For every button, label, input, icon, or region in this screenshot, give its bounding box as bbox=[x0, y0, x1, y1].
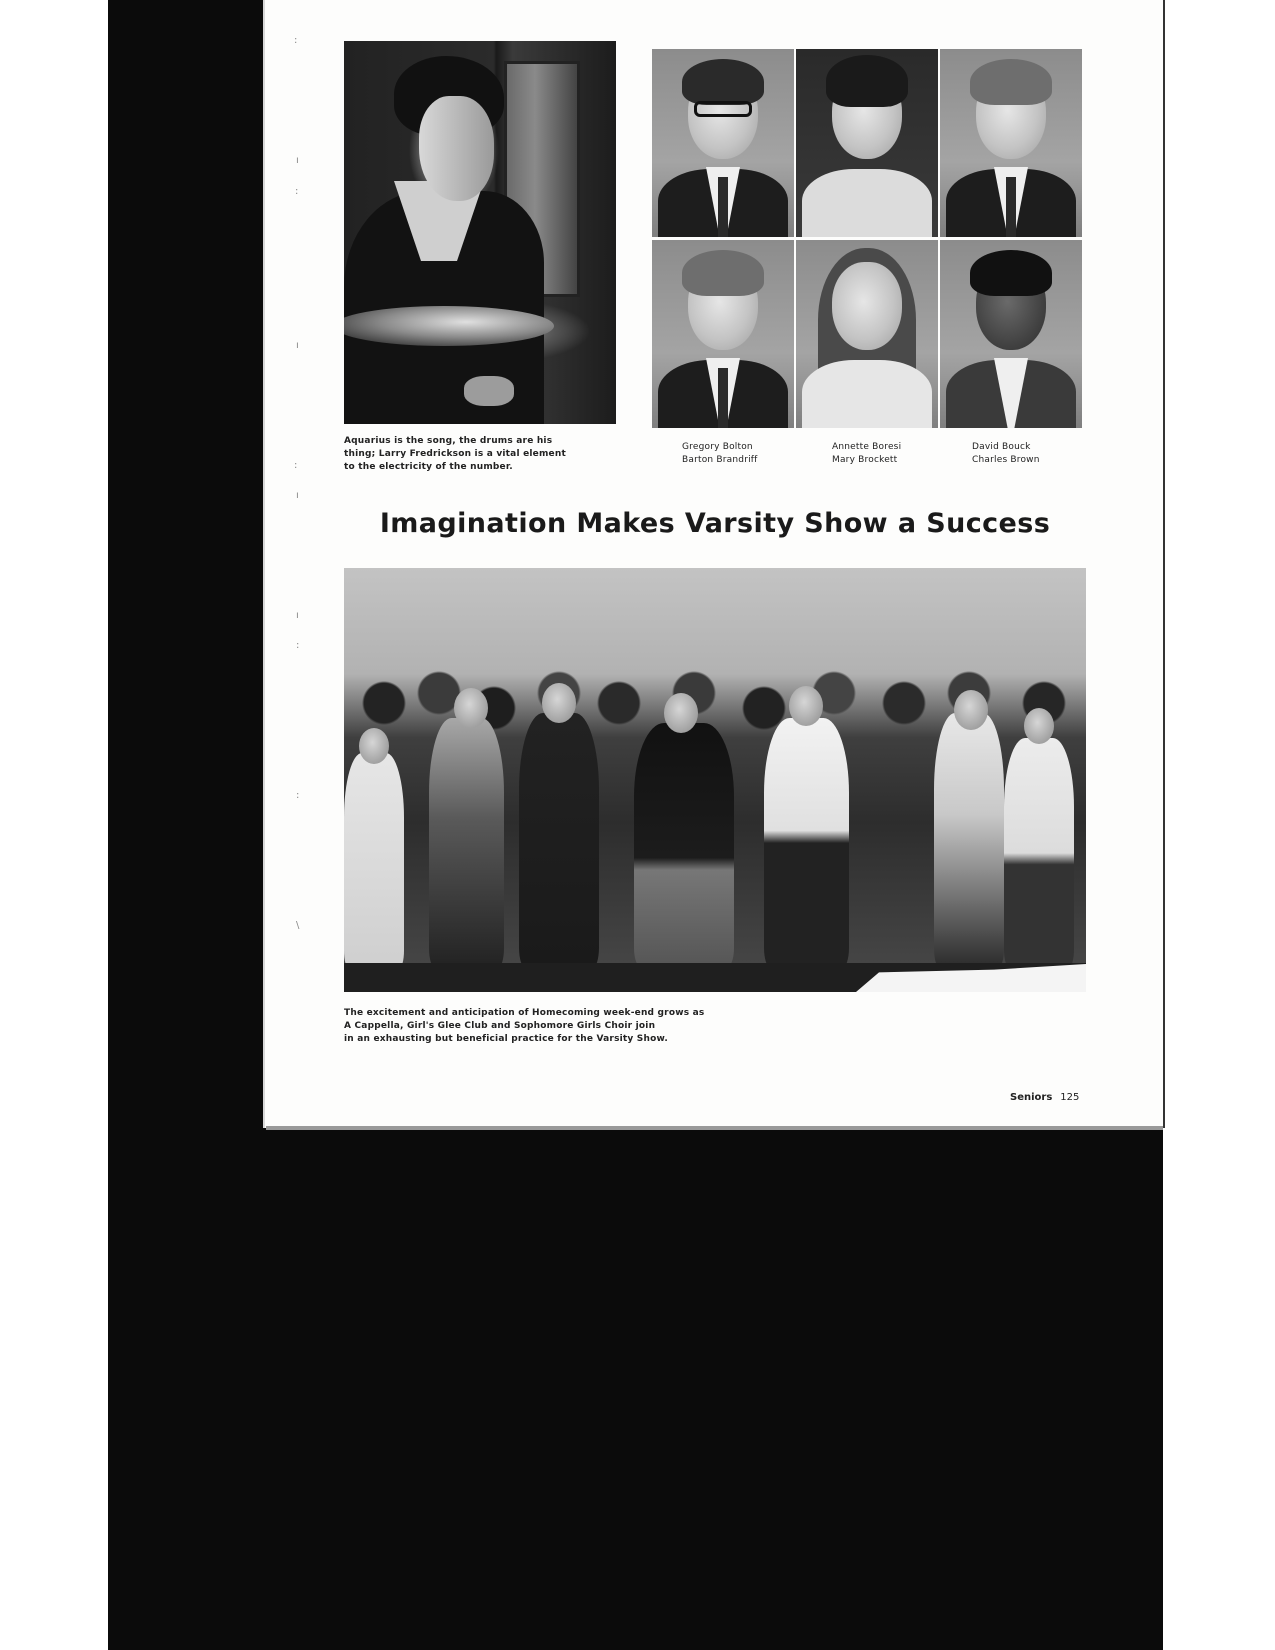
margin-mark: : bbox=[296, 640, 300, 651]
portrait-charles-brown bbox=[940, 240, 1082, 428]
photo-hand bbox=[464, 376, 514, 406]
choir-caption bbox=[344, 1007, 764, 1046]
portrait-tie bbox=[718, 177, 728, 237]
portrait-names-column-3 bbox=[972, 441, 1040, 467]
choir-face bbox=[664, 693, 698, 733]
margin-mark: \ bbox=[296, 920, 300, 931]
margin-mark: ı bbox=[296, 155, 299, 166]
photo-face bbox=[419, 96, 494, 201]
margin-mark: ı bbox=[296, 610, 299, 621]
portrait-name: Mary Brockett bbox=[832, 455, 898, 465]
portrait-hair bbox=[682, 59, 764, 105]
portrait-tie bbox=[1006, 177, 1016, 237]
portrait-david-bouck bbox=[940, 49, 1082, 237]
margin-mark: ı bbox=[296, 490, 299, 501]
portrait-barton-brandriff bbox=[652, 240, 794, 428]
choir-member bbox=[344, 753, 404, 968]
page-folio bbox=[1010, 1092, 1079, 1103]
caption-line: thing; Larry Fredrickson is a vital element bbox=[344, 449, 566, 459]
choir-member bbox=[934, 713, 1004, 968]
portrait-tie bbox=[718, 368, 728, 428]
portrait-name: Annette Boresi bbox=[832, 442, 902, 452]
portrait-hair bbox=[970, 250, 1052, 296]
portrait-hair bbox=[826, 55, 908, 107]
choir-member bbox=[764, 718, 849, 968]
drummer-photo bbox=[344, 41, 616, 424]
portrait-hair bbox=[682, 250, 764, 296]
margin-mark: : bbox=[294, 460, 298, 471]
choir-member bbox=[519, 713, 599, 968]
portrait-sweater bbox=[802, 169, 932, 237]
margin-mark: : bbox=[295, 186, 299, 197]
portrait-names-column-2 bbox=[832, 441, 901, 467]
portrait-annette-boresi bbox=[796, 49, 938, 237]
margin-mark: : bbox=[294, 35, 298, 46]
page-bottom-edge bbox=[266, 1126, 1163, 1130]
portrait-gregory-bolton bbox=[652, 49, 794, 237]
choir-member bbox=[634, 723, 734, 968]
portrait-name: Barton Brandriff bbox=[682, 455, 758, 465]
section-name: Seniors bbox=[1010, 1092, 1053, 1103]
choir-face bbox=[1024, 708, 1054, 744]
photo-cymbal bbox=[344, 306, 554, 346]
caption-line: The excitement and anticipation of Homecoming week-end grows as bbox=[344, 1008, 705, 1018]
caption-line: in an exhausting but beneficial practice for the Varsity Show. bbox=[344, 1034, 669, 1044]
page-headline: Imagination Makes Varsity Show a Success bbox=[379, 508, 1051, 539]
margin-mark: ı bbox=[296, 340, 299, 351]
choir-photo bbox=[344, 568, 1086, 992]
choir-member bbox=[1004, 738, 1074, 968]
portrait-name: David Bouck bbox=[972, 442, 1031, 452]
page-number: 125 bbox=[1060, 1092, 1080, 1103]
choir-face bbox=[454, 688, 488, 728]
choir-face bbox=[954, 690, 988, 730]
glasses-icon bbox=[694, 101, 752, 117]
caption-line: to the electricity of the number. bbox=[344, 462, 513, 472]
caption-line: A Cappella, Girl's Glee Club and Sophomore Girls Choir join bbox=[344, 1021, 656, 1031]
drummer-caption bbox=[344, 435, 614, 474]
choir-face bbox=[789, 686, 823, 726]
margin-mark: : bbox=[296, 790, 300, 801]
portrait-names-column-1 bbox=[682, 441, 758, 467]
choir-member bbox=[429, 718, 504, 968]
portrait-name: Charles Brown bbox=[972, 455, 1040, 465]
portrait-hair bbox=[970, 59, 1052, 105]
portrait-name: Gregory Bolton bbox=[682, 442, 753, 452]
choir-face bbox=[359, 728, 389, 764]
portrait-face bbox=[832, 262, 902, 350]
portrait-mary-brockett bbox=[796, 240, 938, 428]
caption-line: Aquarius is the song, the drums are his bbox=[344, 436, 553, 446]
choir-face bbox=[542, 683, 576, 723]
portrait-blouse bbox=[802, 360, 932, 428]
